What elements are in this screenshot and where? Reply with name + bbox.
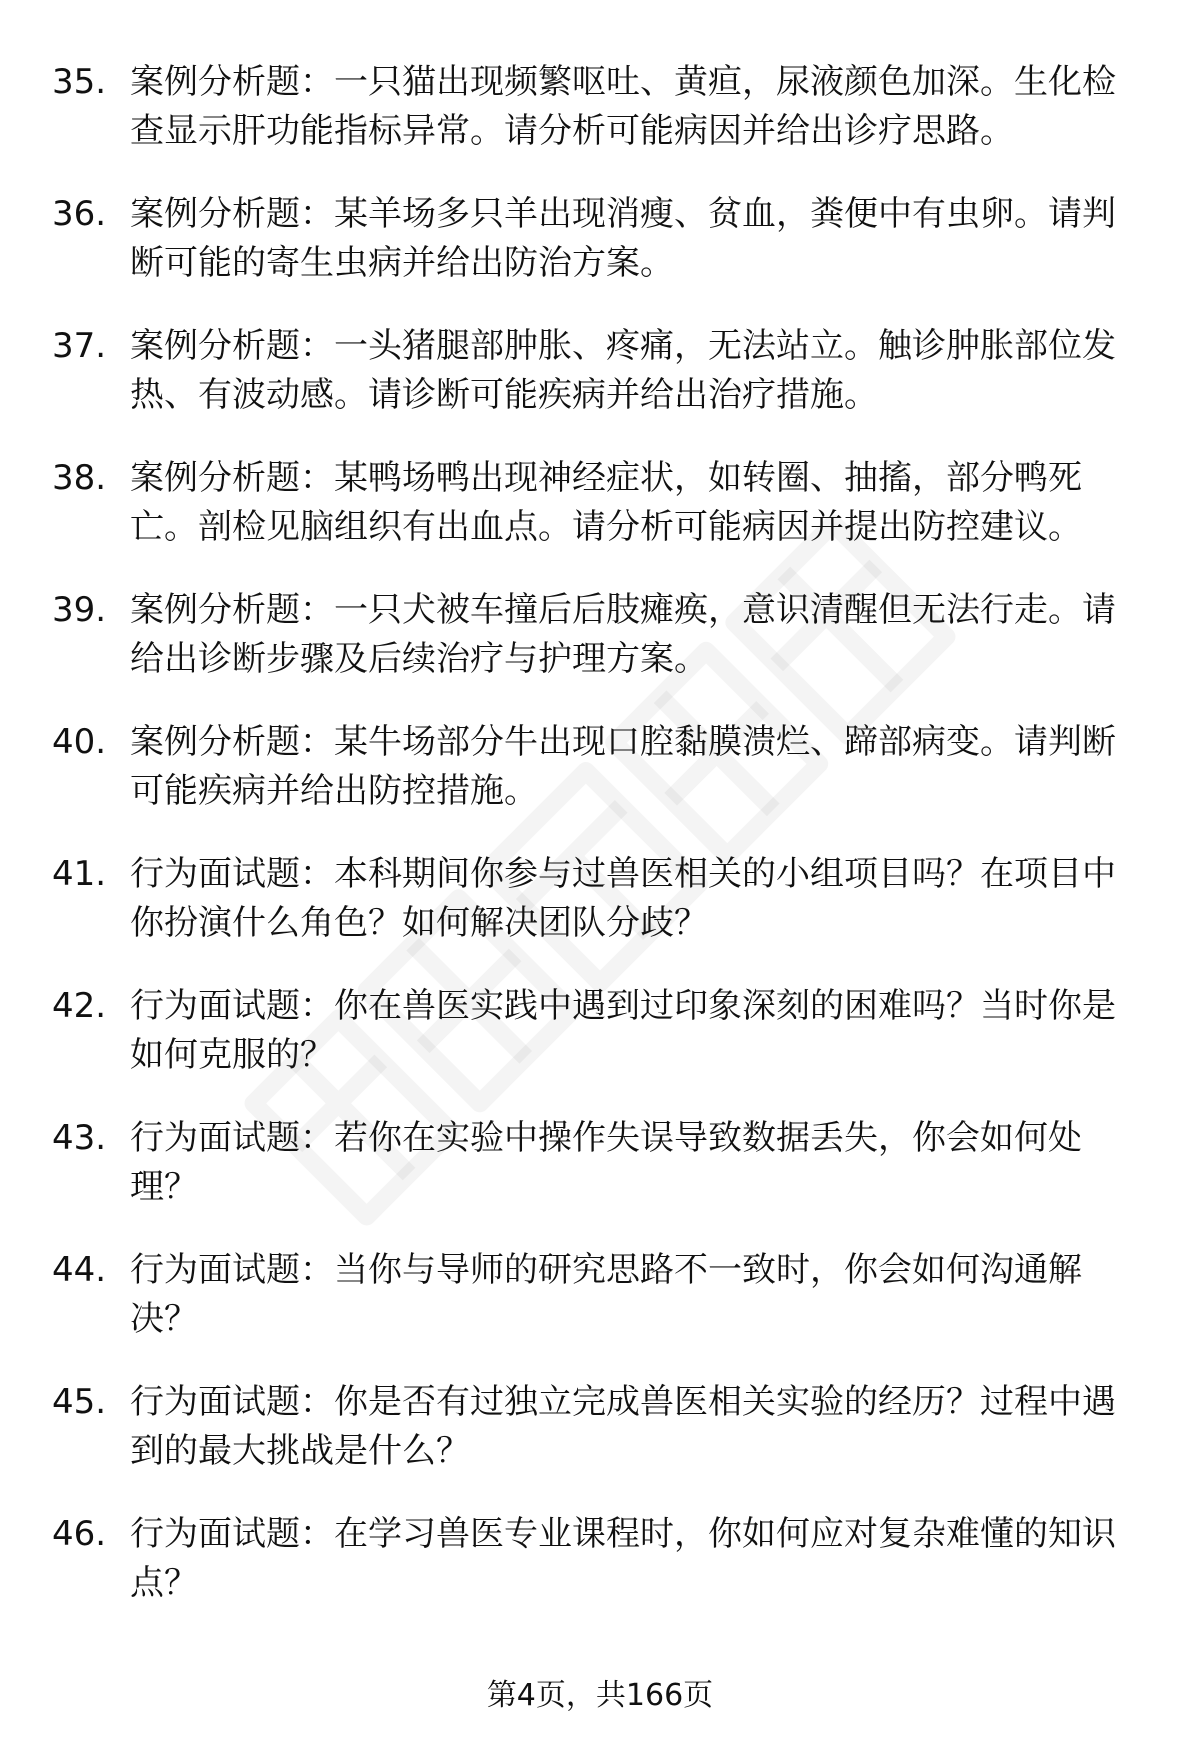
question-number: 39. bbox=[52, 590, 107, 630]
question-item bbox=[52, 586, 1142, 684]
question-item bbox=[52, 1114, 1142, 1212]
question-item bbox=[52, 982, 1142, 1080]
question-number: 43. bbox=[52, 1118, 107, 1158]
question-text: 行为面试题：若你在实验中操作失误导致数据丢失，你会如何处理？ bbox=[130, 1118, 1082, 1207]
question-item bbox=[52, 850, 1142, 948]
question-item bbox=[52, 1378, 1142, 1476]
question-item bbox=[52, 454, 1142, 552]
question-text: 行为面试题：当你与导师的研究思路不一致时，你会如何沟通解决？ bbox=[130, 1250, 1082, 1339]
question-number: 37. bbox=[52, 326, 107, 366]
question-text: 案例分析题：一只猫出现频繁呕吐、黄疸，尿液颜色加深。生化检查显示肝功能指标异常。请分析可能病因并给出诊疗思路。 bbox=[130, 62, 1116, 151]
question-number: 36. bbox=[52, 194, 107, 234]
question-text: 案例分析题：某鸭场鸭出现神经症状，如转圈、抽搐，部分鸭死亡。剖检见脑组织有出血点。请分析可能病因并提出防控建议。 bbox=[130, 458, 1082, 547]
question-number: 42. bbox=[52, 986, 107, 1026]
question-item bbox=[52, 718, 1142, 816]
question-item bbox=[52, 58, 1142, 156]
question-number: 35. bbox=[52, 62, 107, 102]
question-number: 45. bbox=[52, 1382, 107, 1422]
page-number-footer: 第4页，共166页 bbox=[486, 1678, 714, 1713]
question-text: 行为面试题：本科期间你参与过兽医相关的小组项目吗？在项目中你扮演什么角色？如何解决团队分歧？ bbox=[130, 854, 1116, 943]
question-item bbox=[52, 322, 1142, 420]
question-number: 40. bbox=[52, 722, 107, 762]
question-text: 行为面试题：在学习兽医专业课程时，你如何应对复杂难懂的知识点？ bbox=[130, 1514, 1116, 1603]
question-item bbox=[52, 190, 1142, 288]
question-item bbox=[52, 1510, 1142, 1608]
question-item bbox=[52, 1246, 1142, 1344]
question-text: 案例分析题：某羊场多只羊出现消瘦、贫血，粪便中有虫卵。请判断可能的寄生虫病并给出防治方案。 bbox=[130, 194, 1116, 283]
question-text: 案例分析题：一头猪腿部肿胀、疼痛，无法站立。触诊肿胀部位发热、有波动感。请诊断可能疾病并给出治疗措施。 bbox=[130, 326, 1116, 415]
question-list bbox=[52, 58, 1142, 1642]
question-text: 行为面试题：你在兽医实践中遇到过印象深刻的困难吗？当时你是如何克服的？ bbox=[130, 986, 1116, 1075]
question-number: 41. bbox=[52, 854, 107, 894]
question-number: 46. bbox=[52, 1514, 107, 1554]
question-text: 行为面试题：你是否有过独立完成兽医相关实验的经历？过程中遇到的最大挑战是什么？ bbox=[130, 1382, 1116, 1471]
question-number: 38. bbox=[52, 458, 107, 498]
question-text: 案例分析题：一只犬被车撞后后肢瘫痪，意识清醒但无法行走。请给出诊断步骤及后续治疗与护理方案。 bbox=[130, 590, 1116, 679]
question-number: 44. bbox=[52, 1250, 107, 1290]
question-text: 案例分析题：某牛场部分牛出现口腔黏膜溃烂、蹄部病变。请判断可能疾病并给出防控措施。 bbox=[130, 722, 1116, 811]
